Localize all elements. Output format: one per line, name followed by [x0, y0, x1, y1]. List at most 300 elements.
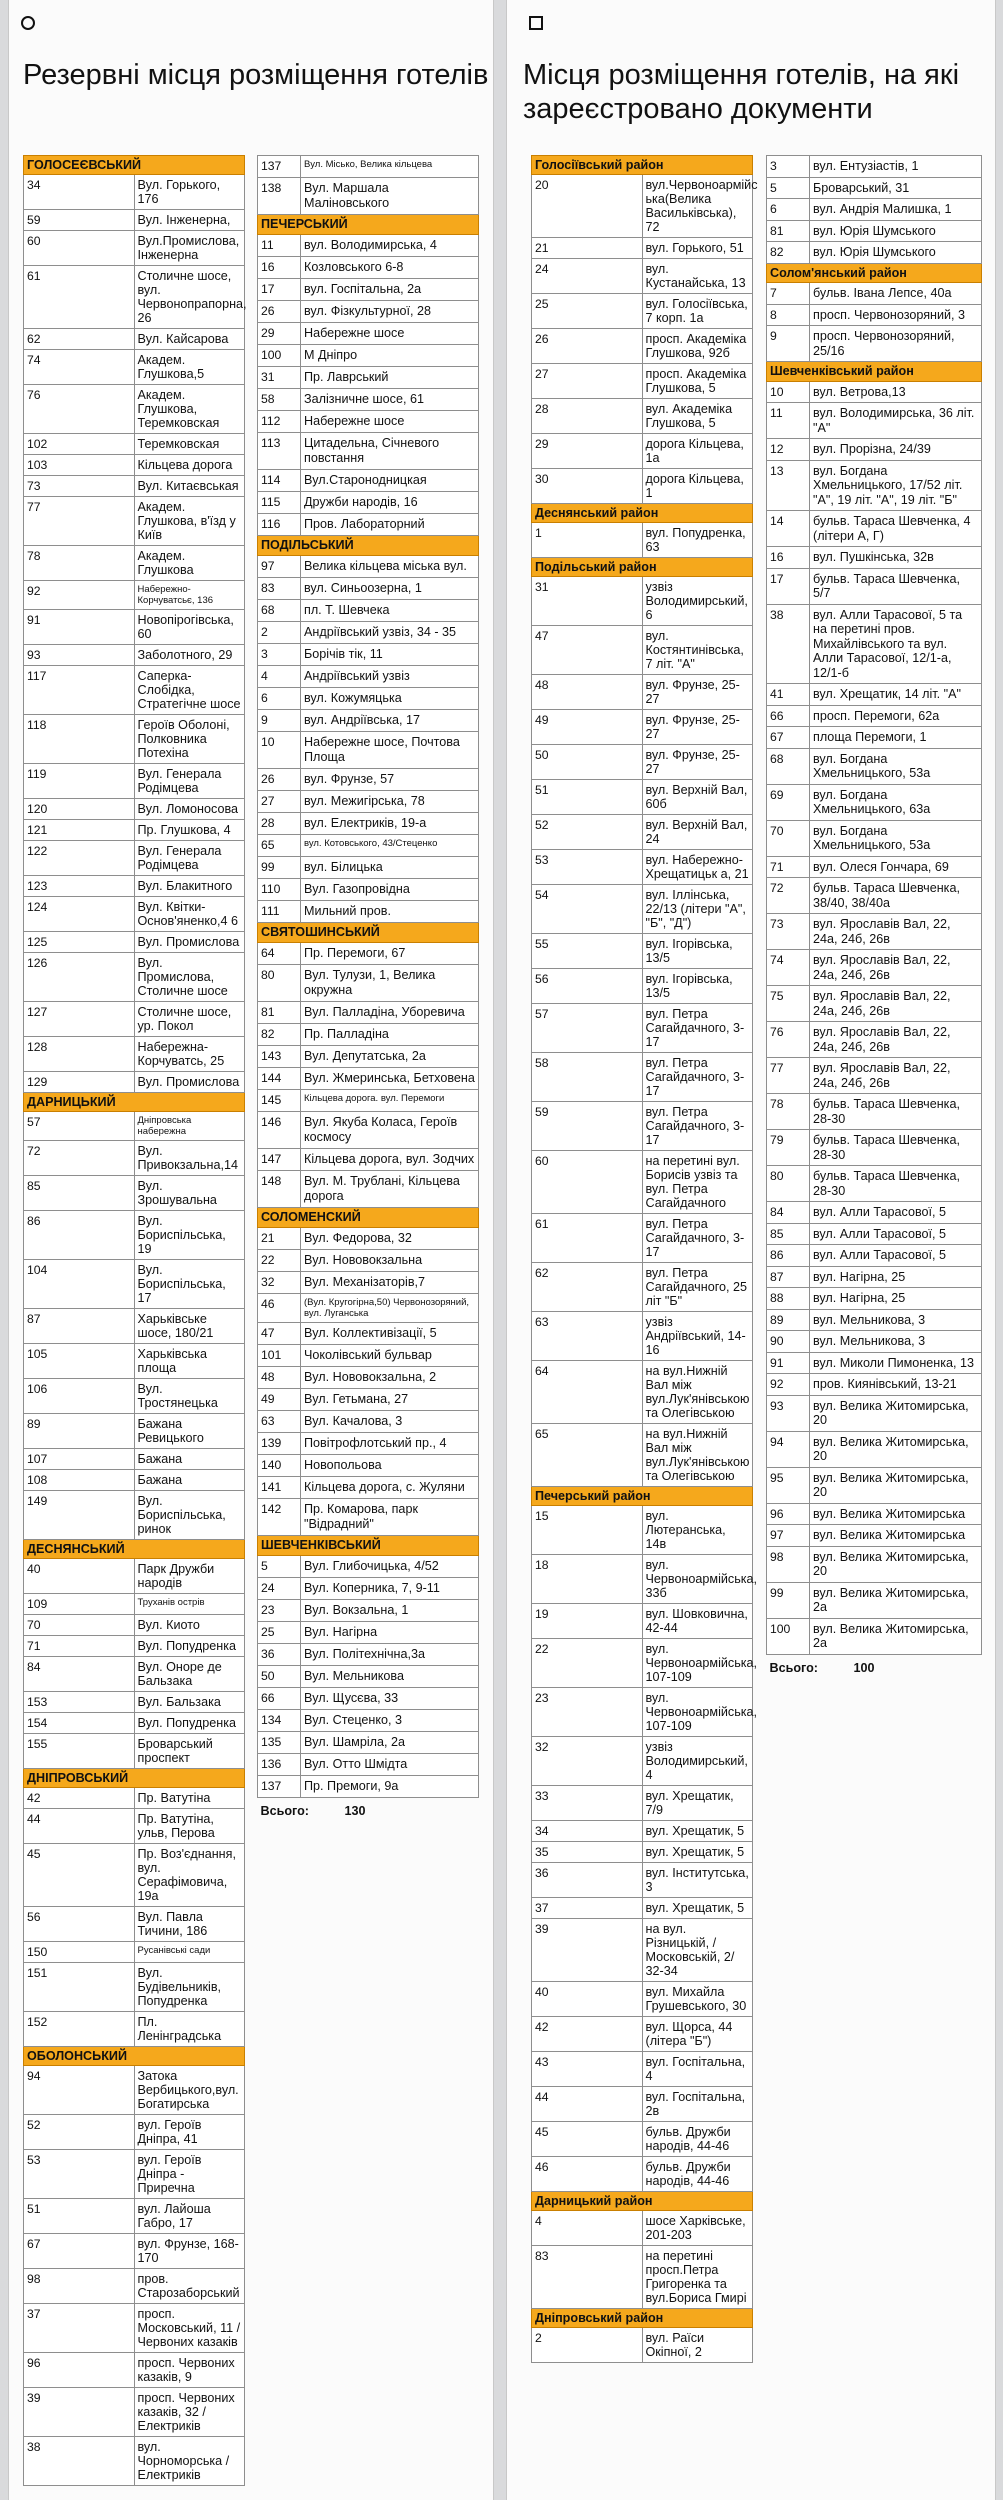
row-number: 49 [532, 710, 643, 745]
row-number: 146 [258, 1112, 301, 1149]
address-row [532, 1688, 753, 1737]
row-number: 24 [532, 259, 643, 294]
address-row [532, 675, 753, 710]
address-text: Вул. Стеценко, 3 [301, 1710, 479, 1732]
address-text: вул. Ярославів Вал, 22, 24а, 24б, 26в [810, 950, 982, 986]
address-text: вул. Мельникова, 3 [810, 1309, 982, 1331]
district-name: ДНІПРОВСЬКИЙ [24, 1769, 245, 1788]
row-number: 118 [24, 715, 135, 764]
address-row [258, 1411, 479, 1433]
address-text: Пр. Комарова, парк "Відрадний" [301, 1499, 479, 1536]
address-row [767, 1266, 982, 1288]
address-row [532, 1639, 753, 1688]
address-text: вул. Іллінська, 22/13 (літери "А", "Б", "Д") [642, 885, 753, 934]
address-row [24, 2199, 245, 2234]
row-number: 41 [767, 684, 810, 706]
district-header [532, 504, 753, 523]
row-number: 44 [532, 2087, 643, 2122]
address-text: на вул.Нижній Вал між вул.Лук'янівською та Олегівською [642, 1361, 753, 1424]
row-number: 86 [767, 1245, 810, 1267]
address-text: Героїв Оболоні, Полковника Потехіна [134, 715, 245, 764]
address-row [767, 1352, 982, 1374]
address-text: вул. Героїв Дніпра, 41 [134, 2115, 245, 2150]
row-number: 45 [24, 1844, 135, 1907]
row-number: 82 [767, 242, 810, 264]
district-name: Дніпровський район [532, 2309, 753, 2328]
address-row [24, 953, 245, 1002]
address-text: вул. Велика Житомирська, 2а [810, 1582, 982, 1618]
address-text: Харьківське шосе, 180/21 [134, 1309, 245, 1344]
address-text: вул. Андріївська, 17 [301, 710, 479, 732]
address-row [24, 1112, 245, 1141]
address-text: вул. Андрія Малишка, 1 [810, 199, 982, 221]
row-number: 87 [24, 1309, 135, 1344]
district-header [532, 156, 753, 175]
row-number: 59 [24, 210, 135, 231]
row-number: 57 [532, 1004, 643, 1053]
address-row [767, 1503, 982, 1525]
address-row [767, 283, 982, 305]
address-text: Вул. Кайсарова [134, 329, 245, 350]
address-text: вул. Богдана Хмельницького, 63а [810, 784, 982, 820]
row-number: 63 [532, 1312, 643, 1361]
address-text: Вул. Якуба Коласа, Героїв космосу [301, 1112, 479, 1149]
address-row [258, 178, 479, 215]
address-row [24, 2304, 245, 2353]
address-row [767, 326, 982, 362]
address-row [24, 764, 245, 799]
address-row [24, 1072, 245, 1093]
address-row [24, 1942, 245, 1963]
row-number: 51 [532, 780, 643, 815]
row-number: 22 [258, 1250, 301, 1272]
row-number: 96 [767, 1503, 810, 1525]
row-number: 104 [24, 1260, 135, 1309]
row-number: 144 [258, 1068, 301, 1090]
row-number: 89 [767, 1309, 810, 1331]
address-text: Кільцева дорога, с. Жуляни [301, 1477, 479, 1499]
district-name: ОБОЛОНСЬКИЙ [24, 2047, 245, 2066]
address-text: вул. Велика Житомирська [810, 1525, 982, 1547]
address-text: Вул. Зрошувальна [134, 1176, 245, 1211]
row-number: 55 [532, 934, 643, 969]
address-row [258, 1112, 479, 1149]
row-number: 98 [24, 2269, 135, 2304]
row-number: 50 [532, 745, 643, 780]
row-number: 57 [24, 1112, 135, 1141]
address-row [767, 1546, 982, 1582]
reserve-title: Резервні місця розміщення готелів [23, 59, 489, 91]
reserve-table-2 [257, 155, 479, 1818]
address-row [767, 242, 982, 264]
row-number: 40 [24, 1559, 135, 1594]
address-row [767, 1202, 982, 1224]
address-text: просп. Червонозоряний, 25/16 [810, 326, 982, 362]
address-row [532, 2328, 753, 2363]
address-text: Вул. Промислова [134, 932, 245, 953]
address-text: Повітрофлотський пр., 4 [301, 1433, 479, 1455]
address-row [258, 600, 479, 622]
address-row [24, 1692, 245, 1713]
address-row [258, 622, 479, 644]
row-number: 14 [767, 511, 810, 547]
address-row [532, 1312, 753, 1361]
address-row [767, 914, 982, 950]
district-header [532, 1487, 753, 1506]
row-number: 77 [767, 1058, 810, 1094]
address-row [258, 389, 479, 411]
address-text: просп. Червоних казаків, 32 / Електриків [134, 2388, 245, 2437]
row-number: 25 [532, 294, 643, 329]
row-number: 93 [24, 645, 135, 666]
row-number: 68 [258, 600, 301, 622]
address-text: вул. Олеся Гончара, 69 [810, 856, 982, 878]
address-row [767, 784, 982, 820]
address-text: вул. Ентузіастів, 1 [810, 156, 982, 178]
row-number: 19 [532, 1604, 643, 1639]
address-row [24, 1037, 245, 1072]
total-row [767, 1654, 982, 1675]
address-text: вул. Фрунзе, 25-27 [642, 710, 753, 745]
address-row [24, 1344, 245, 1379]
row-number: 11 [767, 403, 810, 439]
row-number: 97 [767, 1525, 810, 1547]
row-number: 85 [24, 1176, 135, 1211]
row-number: 137 [258, 1776, 301, 1798]
address-row [258, 492, 479, 514]
row-number: 27 [258, 791, 301, 813]
row-number: 70 [767, 820, 810, 856]
address-row [532, 969, 753, 1004]
address-row [532, 1424, 753, 1487]
address-row [24, 497, 245, 546]
address-row [258, 943, 479, 965]
district-name: ШЕВЧЕНКІВСЬКИЙ [258, 1536, 479, 1556]
address-text: вул. Велика Житомирська, 20 [810, 1467, 982, 1503]
row-number: 115 [258, 492, 301, 514]
district-header [532, 2309, 753, 2328]
row-number: 70 [24, 1615, 135, 1636]
address-text: Вул. Квітки-Основ'яненко,4 6 [134, 897, 245, 932]
address-row [24, 476, 245, 497]
row-number: 92 [767, 1374, 810, 1396]
address-row [767, 1094, 982, 1130]
address-row [258, 1002, 479, 1024]
address-row [767, 156, 982, 178]
address-row [767, 1618, 982, 1654]
row-number: 5 [767, 177, 810, 199]
row-number: 36 [258, 1644, 301, 1666]
address-text: Броварський, 31 [810, 177, 982, 199]
address-row [24, 2437, 245, 2486]
address-row [24, 1309, 245, 1344]
address-text: вул. Богдана Хмельницького, 53а [810, 820, 982, 856]
address-text: вул. Кожумяцька [301, 688, 479, 710]
row-number: 28 [532, 399, 643, 434]
address-row [532, 434, 753, 469]
address-text: Чоколівський бульвар [301, 1345, 479, 1367]
row-number: 56 [24, 1907, 135, 1942]
address-row [767, 220, 982, 242]
address-text: Набережне шосе, Почтова Площа [301, 732, 479, 769]
address-text: Вул. Горького, 176 [134, 175, 245, 210]
address-text: Вул. Механізаторів,7 [301, 1272, 479, 1294]
row-number: 71 [24, 1636, 135, 1657]
row-number: 151 [24, 1963, 135, 2012]
district-header [258, 1536, 479, 1556]
address-row [24, 210, 245, 231]
address-row [258, 1250, 479, 1272]
address-text: на вул.Нижній Вал між вул.Лук'янівською та Олегівською [642, 1424, 753, 1487]
row-number: 43 [532, 2052, 643, 2087]
row-number: 119 [24, 764, 135, 799]
row-number: 42 [24, 1788, 135, 1809]
district-name: ГОЛОСЕЄВСЬКИЙ [24, 156, 245, 175]
address-row [767, 856, 982, 878]
row-number: 114 [258, 470, 301, 492]
address-row [767, 1130, 982, 1166]
address-text: вул. Прорізна, 24/39 [810, 439, 982, 461]
row-number: 39 [24, 2388, 135, 2437]
address-row [258, 1556, 479, 1578]
row-number: 65 [532, 1424, 643, 1487]
row-number: 42 [532, 2017, 643, 2052]
address-row [258, 1754, 479, 1776]
address-row [532, 1361, 753, 1424]
address-row [24, 1713, 245, 1734]
row-number: 31 [258, 367, 301, 389]
address-row [767, 684, 982, 706]
district-header [24, 156, 245, 175]
row-number: 150 [24, 1942, 135, 1963]
address-text: вул. Петра Сагайдачного, 3-17 [642, 1214, 753, 1263]
row-number: 24 [258, 1578, 301, 1600]
row-number: 25 [258, 1622, 301, 1644]
address-text: Вул. Отто Шмідта [301, 1754, 479, 1776]
address-text: пров. Киянівський, 13-21 [810, 1374, 982, 1396]
row-number: 91 [767, 1352, 810, 1374]
district-header [767, 362, 982, 382]
address-text: Академ. Глушкова [134, 546, 245, 581]
address-table [766, 155, 982, 1675]
address-text: вул. Михайла Грушевського, 30 [642, 1982, 753, 2017]
row-number: 27 [532, 364, 643, 399]
row-number: 103 [24, 455, 135, 476]
address-text: Броварський проспект [134, 1734, 245, 1769]
address-row [24, 2388, 245, 2437]
address-row [24, 1414, 245, 1449]
row-number: 5 [258, 1556, 301, 1578]
address-text: вул. Верхній Вал, 24 [642, 815, 753, 850]
row-number: 46 [532, 2157, 643, 2192]
address-text: вул. Хрещатик, 14 літ. "А" [810, 684, 982, 706]
address-row [24, 1470, 245, 1491]
district-header [258, 536, 479, 556]
address-text: вул. Мельникова, 3 [810, 1331, 982, 1353]
address-text: вул. Велика Житомирська [810, 1503, 982, 1525]
address-row [24, 1734, 245, 1769]
address-text: Парк Дружби народів [134, 1559, 245, 1594]
row-number: 75 [767, 986, 810, 1022]
address-row [767, 986, 982, 1022]
address-text: вул. Чорноморська / Електриків [134, 2437, 245, 2486]
address-row [24, 1844, 245, 1907]
address-text: Вул. Киото [134, 1615, 245, 1636]
address-text: вул. Героїв Дніпра - Приречна [134, 2150, 245, 2199]
row-number: 4 [532, 2211, 643, 2246]
row-number: 101 [258, 1345, 301, 1367]
district-name: Дарницький район [532, 2192, 753, 2211]
address-row [767, 177, 982, 199]
address-row [532, 2122, 753, 2157]
address-row [258, 578, 479, 600]
address-row [24, 1788, 245, 1809]
row-number: 107 [24, 1449, 135, 1470]
address-row [24, 329, 245, 350]
address-text: Академ. Глушкова,5 [134, 350, 245, 385]
address-text: вул. Білицька [301, 857, 479, 879]
address-text: Вул. Ломоносова [134, 799, 245, 820]
total-label: Всього: [769, 1660, 818, 1675]
address-text: Борічів тік, 11 [301, 644, 479, 666]
row-number: 136 [258, 1754, 301, 1776]
row-number: 7 [767, 283, 810, 305]
row-number: 26 [258, 769, 301, 791]
address-text: вул. Миколи Пимоненка, 13 [810, 1352, 982, 1374]
row-number: 45 [532, 2122, 643, 2157]
address-text: Вул. Привокзальна,14 [134, 1141, 245, 1176]
address-row [258, 965, 479, 1002]
address-text: Заболотного, 29 [134, 645, 245, 666]
address-text: вул. Лютеранська, 14в [642, 1506, 753, 1555]
row-number: 69 [767, 784, 810, 820]
address-text: Бажана [134, 1449, 245, 1470]
row-number: 100 [767, 1618, 810, 1654]
address-text: Вул. Генерала Родімцева [134, 764, 245, 799]
row-number: 80 [258, 965, 301, 1002]
row-number: 17 [767, 568, 810, 604]
district-name: ПЕЧЕРСЬКИЙ [258, 215, 479, 235]
address-text: вул. Алли Тарасової, 5 [810, 1202, 982, 1224]
row-number: 84 [767, 1202, 810, 1224]
address-row [767, 460, 982, 511]
address-text: вул. Раїси Окіпної, 2 [642, 2328, 753, 2363]
row-number: 137 [258, 156, 301, 178]
row-number: 97 [258, 556, 301, 578]
reserve-table-1 [23, 155, 245, 2486]
address-row [767, 403, 982, 439]
address-text: Пр. Воз'єднання, вул. Серафімовича, 19а [134, 1844, 245, 1907]
address-row [24, 266, 245, 329]
row-number: 60 [532, 1151, 643, 1214]
address-row [532, 2017, 753, 2052]
address-text: Вул. Бориспільська, 17 [134, 1260, 245, 1309]
row-number: 26 [532, 329, 643, 364]
address-text: Вул. Блакитного [134, 876, 245, 897]
row-number: 74 [24, 350, 135, 385]
row-number: 59 [532, 1102, 643, 1151]
address-row [258, 1433, 479, 1455]
address-text: шосе Харківське, 201-203 [642, 2211, 753, 2246]
address-text: бульв. Тараса Шевченка, 5/7 [810, 568, 982, 604]
address-row [258, 433, 479, 470]
row-number: 66 [767, 705, 810, 727]
row-number: 129 [24, 1072, 135, 1093]
address-text: Вул. Бориспільська, ринок [134, 1491, 245, 1540]
row-number: 149 [24, 1491, 135, 1540]
circle-icon [21, 16, 35, 30]
row-number: 64 [532, 1361, 643, 1424]
address-row [532, 329, 753, 364]
address-text: Кільцева дорога. вул. Перемоги [301, 1090, 479, 1112]
row-number: 58 [258, 389, 301, 411]
address-row [767, 511, 982, 547]
total-value: 130 [344, 1804, 366, 1818]
address-row [258, 367, 479, 389]
address-row [24, 1449, 245, 1470]
address-text: вул. Петра Сагайдачного, 3-17 [642, 1053, 753, 1102]
address-row [767, 727, 982, 749]
address-row [767, 604, 982, 684]
row-number: 125 [24, 932, 135, 953]
address-row [532, 523, 753, 558]
address-text: вул. Горького, 51 [642, 238, 753, 259]
row-number: 62 [532, 1263, 643, 1312]
address-text: вул. Петра Сагайдачного, 3-17 [642, 1102, 753, 1151]
row-number: 38 [767, 604, 810, 684]
address-text: вул. Велика Житомирська, 20 [810, 1431, 982, 1467]
address-row [24, 2115, 245, 2150]
address-row [24, 1809, 245, 1844]
address-text: Пр. Глушкова, 4 [134, 820, 245, 841]
district-header [532, 558, 753, 577]
row-number: 138 [258, 178, 301, 215]
address-row [24, 645, 245, 666]
address-text: на перетині вул. Борисів узвіз та вул. Петра Сагайдачного [642, 1151, 753, 1214]
row-number: 3 [258, 644, 301, 666]
address-text: Труханів острів [134, 1594, 245, 1615]
row-number: 145 [258, 1090, 301, 1112]
address-text: Пр. Премоги, 9а [301, 1776, 479, 1798]
address-text: просп. Академіка Глушкова, 5 [642, 364, 753, 399]
address-row [24, 1636, 245, 1657]
address-table [257, 155, 479, 1818]
address-text: вул. Межигірська, 78 [301, 791, 479, 813]
address-row [532, 2052, 753, 2087]
row-number: 126 [24, 953, 135, 1002]
row-number: 32 [532, 1737, 643, 1786]
address-row [767, 1166, 982, 1202]
address-text: вул. Інститутська, 3 [642, 1863, 753, 1898]
district-header [532, 2192, 753, 2211]
address-row [258, 1389, 479, 1411]
address-row [767, 568, 982, 604]
address-row [258, 769, 479, 791]
address-text: Вул. Нововокзальна, 2 [301, 1367, 479, 1389]
address-text: Бажана Ревицького [134, 1414, 245, 1449]
address-row [24, 385, 245, 434]
district-name: Печерський район [532, 1487, 753, 1506]
address-text: вул. Червоноармійська, 33б [642, 1555, 753, 1604]
row-number: 1 [532, 523, 643, 558]
address-row [532, 577, 753, 626]
address-row [258, 1149, 479, 1171]
address-text: Вул.Старонодницкая [301, 470, 479, 492]
address-text: вул. Петра Сагайдачного, 25 літ "Б" [642, 1263, 753, 1312]
address-row [258, 857, 479, 879]
row-number: 121 [24, 820, 135, 841]
address-text: Новопірогівська, 60 [134, 610, 245, 645]
